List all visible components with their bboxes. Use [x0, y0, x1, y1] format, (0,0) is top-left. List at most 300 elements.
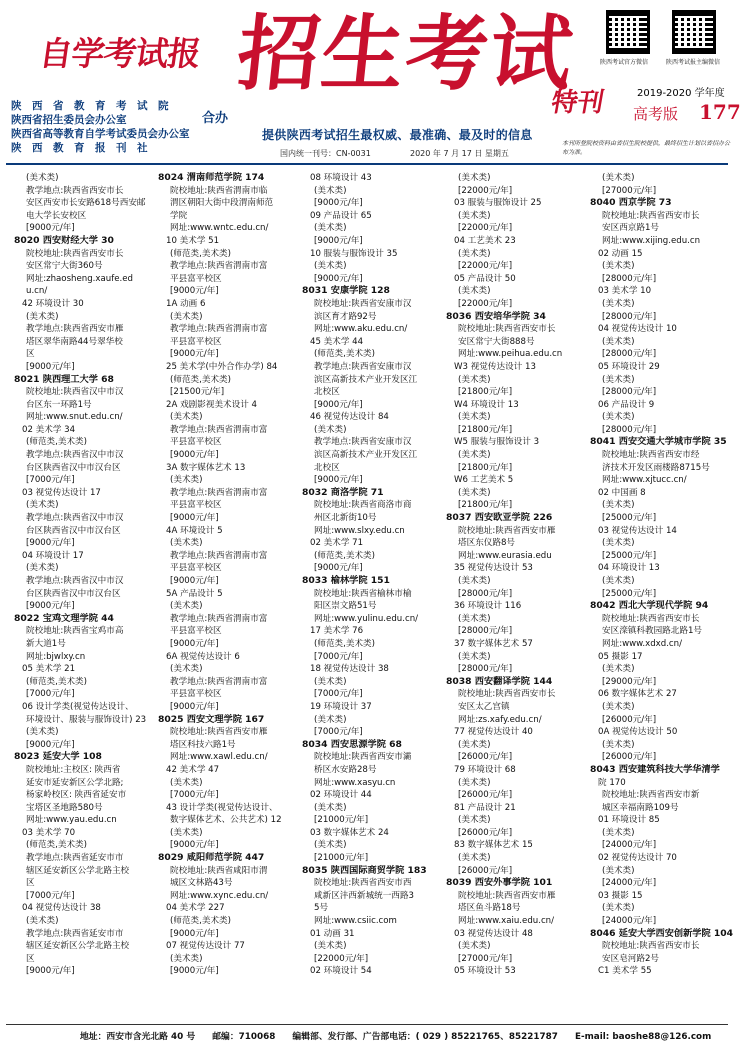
school-heading: 8020 西安财经大学 30: [14, 234, 114, 246]
entry-detail: [7000元/年]: [26, 689, 75, 700]
major-entry: 08 环境设计 43: [310, 173, 372, 183]
school-heading: 8035 陕西国际商贸学院 183: [302, 864, 427, 876]
column-4: [446, 172, 584, 1019]
entry-detail: [9000元/年]: [170, 576, 219, 586]
column-5: [590, 172, 734, 1019]
entry-detail: 台区东一环路1号: [26, 399, 92, 410]
special-issue-label: 特刊: [548, 88, 607, 118]
entry-detail: (美术类): [602, 412, 635, 423]
entry-detail: [27000元/年]: [458, 953, 513, 964]
major-entry: 19 环境设计 37: [310, 701, 372, 712]
entry-detail: 教学地点:陕西省延安市市: [26, 853, 124, 864]
entry-detail: [9000元/年]: [170, 701, 219, 712]
major-entry: 18 视觉传达设计 38: [310, 664, 389, 675]
entry-detail: 辖区延安新区公学北路主校: [26, 941, 130, 952]
entry-detail: 院校地址:陕西省西安市西: [314, 878, 412, 889]
entry-detail: 网址:www.yau.edu.cn: [26, 815, 117, 826]
major-entry: W4 环境设计 13: [454, 399, 519, 410]
qr-code-left-icon: [606, 10, 650, 54]
entry-detail: [25000元/年]: [602, 550, 657, 561]
entry-detail: [22000元/年]: [314, 953, 369, 964]
entry-detail: (师范类,美术类): [170, 248, 231, 259]
major-entry: 04 环境设计 17: [22, 550, 84, 561]
school-heading: 8025 西安文理学院 167: [158, 713, 265, 725]
entry-detail: 教学地点:陕西省汉中市汉: [26, 513, 124, 524]
major-entry: 04 工艺美术 23: [454, 235, 516, 246]
entry-detail: (美术类): [26, 916, 59, 927]
major-entry: 07 视觉传达设计 77: [166, 941, 245, 952]
entry-detail: (美术类): [458, 651, 491, 662]
entry-detail: 院 170: [598, 777, 626, 788]
major-entry: 10 服装与服饰设计 35: [310, 248, 398, 259]
entry-detail: [9000元/年]: [26, 538, 75, 549]
entry-detail: 院校地址:陕西省榆林市榆: [314, 588, 412, 599]
masthead: [0, 0, 741, 170]
major-entry: 03 视觉传达设计 14: [598, 525, 677, 536]
school-heading: 8041 西安交通大学城市学院 35: [590, 436, 727, 448]
logo-small: 自学考试报: [36, 34, 203, 73]
entry-detail: 北校区: [314, 462, 340, 473]
entry-detail: [9000元/年]: [314, 399, 363, 410]
entry-detail: 院校地址:主校区: 陕西省: [26, 764, 121, 775]
entry-detail: (美术类): [458, 576, 491, 586]
entry-detail: (师范类,美术类): [170, 374, 231, 385]
entry-detail: [9000元/年]: [170, 349, 219, 360]
entry-detail: 网址:www.wntc.edu.cn/: [170, 223, 269, 234]
major-entry: 1A 动画 6: [166, 298, 206, 309]
entry-detail: (美术类): [314, 223, 347, 234]
major-entry: 02 视觉传达设计 70: [598, 853, 677, 864]
major-entry: 37 数字媒体艺术 57: [454, 638, 533, 649]
entry-detail: 院校地址:陕西省咸阳市渭: [170, 865, 268, 876]
entry-detail: 安区西安市长安路618号西安邮: [26, 198, 146, 209]
entry-detail: 院校地址:陕西省西安市雁: [170, 727, 268, 738]
entry-detail: [28000元/年]: [602, 387, 657, 398]
school-heading: 8022 宝鸡文理学院 44: [14, 612, 114, 624]
entry-detail: 网址:www.csiic.com: [314, 916, 397, 927]
entry-detail: 院校地址:陕西省西安市灞: [314, 752, 412, 763]
entry-detail: 平县富平校区: [170, 437, 222, 448]
entry-detail: [24000元/年]: [602, 916, 657, 927]
entry-detail: (美术类): [602, 538, 635, 549]
major-entry: 03 视觉传达设计 48: [454, 928, 533, 939]
entry-detail: [7000元/年]: [314, 689, 363, 700]
entry-detail: [9000元/年]: [26, 966, 75, 977]
entry-detail: [22000元/年]: [458, 223, 513, 234]
issue-number: 177: [699, 100, 741, 124]
column-3: [302, 172, 440, 1019]
entry-detail: 5号: [314, 903, 329, 914]
entry-detail: (美术类): [170, 953, 203, 964]
entry-detail: (美术类): [458, 412, 491, 423]
entry-detail: (美术类): [170, 412, 203, 423]
entry-detail: (美术类): [602, 827, 635, 838]
entry-detail: [9000元/年]: [314, 273, 363, 284]
entry-detail: (美术类): [602, 701, 635, 712]
entry-detail: 院校地址:陕西省西安市长: [602, 613, 700, 624]
entry-detail: 区: [26, 953, 35, 964]
school-heading: 8031 安康学院 128: [302, 285, 390, 297]
entry-detail: 区: [26, 349, 35, 360]
entry-detail: 平县富平校区: [170, 626, 222, 637]
entry-detail: 学院: [170, 210, 188, 221]
major-entry: 5A 产品设计 5: [166, 588, 223, 599]
school-year: 2019-2020 学年度: [637, 88, 725, 99]
logo-main-title: 招生考试: [232, 6, 580, 102]
entry-detail: 塔区东仪路8号: [458, 538, 516, 549]
entry-detail: 网址:www.eurasia.edu: [458, 550, 552, 561]
entry-detail: (美术类): [26, 727, 59, 738]
entry-detail: 教学地点:陕西省渭南市富: [170, 424, 268, 435]
entry-detail: 教学地点:陕西省渭南市富: [170, 550, 268, 561]
entry-detail: [9000元/年]: [314, 198, 363, 209]
entry-detail: (美术类): [314, 676, 347, 687]
entry-detail: (美术类): [602, 336, 635, 347]
entry-detail: (美术类): [170, 538, 203, 549]
entry-detail: 教学地点:陕西省渭南市富: [170, 487, 268, 498]
entry-detail: 院校地址:陕西省汉中市汉: [26, 387, 124, 398]
school-heading: 8036 西安培华学院 34: [446, 310, 546, 322]
entry-detail: 教学地点:陕西省汉中市汉: [26, 576, 124, 586]
major-entry: 25 美术学(中外合作办学) 84: [166, 361, 278, 372]
major-entry: 02 动画 15: [598, 248, 643, 259]
school-heading: 8043 西安建筑科技大学华清学: [590, 763, 720, 775]
entry-detail: [25000元/年]: [602, 513, 657, 524]
entry-detail: 院校地址:陕西省西安市新: [602, 790, 700, 801]
major-entry: 17 美术学 76: [310, 626, 364, 637]
entry-detail: 塔区科技六路1号: [170, 739, 236, 750]
entry-detail: 州区北新街10号: [314, 513, 377, 524]
entry-detail: 数字媒体艺术、公共艺术) 12: [170, 815, 282, 826]
entry-detail: 安区常宁大街360号: [26, 261, 103, 272]
entry-detail: (美术类): [458, 374, 491, 385]
entry-detail: [9000元/年]: [170, 840, 219, 851]
entry-detail: (美术类): [458, 487, 491, 498]
entry-detail: 教学地点:陕西省渭南市富: [170, 613, 268, 624]
entry-detail: 网址:www.yulinu.edu.cn/: [314, 613, 419, 624]
major-entry: 04 环境设计 13: [598, 563, 660, 574]
school-heading: 8033 榆林学院 151: [302, 575, 390, 586]
entry-detail: (美术类): [170, 601, 203, 612]
entry-detail: (美术类): [602, 739, 635, 750]
major-entry: 02 中国画 8: [598, 487, 646, 498]
entry-detail: 网址:www.xasyu.cn: [314, 777, 396, 788]
major-entry: 45 美术学 44: [310, 336, 364, 347]
major-entry: 83 数字媒体艺术 15: [454, 840, 533, 851]
entry-detail: 滨区高新技术产业开发区江: [314, 374, 418, 385]
major-entry: 43 设计学类(视觉传达设计、: [166, 802, 278, 813]
major-entry: 05 环境设计 29: [598, 361, 660, 372]
entry-detail: (美术类): [170, 827, 203, 838]
entry-detail: [26000元/年]: [458, 790, 513, 801]
entry-detail: 教学地点:陕西省安康市汉: [314, 361, 412, 372]
entry-detail: (美术类): [458, 286, 491, 297]
entry-detail: [22000元/年]: [458, 185, 513, 196]
sponsor-list: [11, 99, 231, 155]
entry-detail: (美术类): [458, 815, 491, 826]
entry-detail: [9000元/年]: [26, 223, 75, 234]
entry-detail: (美术类): [170, 664, 203, 675]
entry-detail: [9000元/年]: [170, 966, 219, 977]
footer-divider: [6, 1024, 728, 1025]
entry-detail: 院校地址:陕西省宝鸡市高: [26, 626, 124, 637]
entry-detail: (美术类): [314, 261, 347, 272]
entry-detail: 电大学长安校区: [26, 210, 87, 221]
entry-detail: [9000元/年]: [26, 361, 75, 372]
major-entry: 02 环境设计 54: [310, 966, 372, 977]
entry-detail: 教学地点:陕西省渭南市富: [170, 324, 268, 335]
listing-columns: [14, 172, 734, 1019]
entry-detail: [9000元/年]: [170, 928, 219, 939]
major-entry: 0A 视觉传达设计 50: [598, 727, 678, 738]
entry-detail: (美术类): [458, 450, 491, 461]
entry-detail: [28000元/年]: [458, 588, 513, 599]
entry-detail: [21800元/年]: [458, 462, 513, 473]
entry-detail: 滨区育才路92号: [314, 311, 377, 322]
entry-detail: 教学地点:陕西省汉中市汉: [26, 450, 124, 461]
major-entry: 81 产品设计 21: [454, 802, 516, 813]
school-heading: 8024 渭南师范学院 174: [158, 172, 265, 183]
major-entry: 03 视觉传达设计 17: [22, 487, 101, 498]
major-entry: 4A 环境设计 5: [166, 525, 223, 536]
major-entry: 03 数字媒体艺术 24: [310, 827, 389, 838]
entry-detail: [21500元/年]: [170, 387, 225, 398]
entry-detail: 院校地址:陕西省西安市长: [602, 941, 700, 952]
entry-detail: [9000元/年]: [170, 450, 219, 461]
entry-detail: 新大道1号: [26, 638, 66, 649]
major-entry: 36 环境设计 116: [454, 601, 522, 612]
entry-detail: (师范类,美术类): [314, 550, 375, 561]
entry-detail: 网址:www.xync.edu.cn/: [170, 890, 269, 901]
qr-left-caption: 陕西考试官方微信: [600, 59, 649, 66]
entry-detail: [28000元/年]: [602, 349, 657, 360]
publication-number: 国内统一刊号：CN-0031: [280, 149, 371, 158]
entry-detail: [9000元/年]: [170, 638, 219, 649]
major-entry: 01 环境设计 85: [598, 815, 660, 826]
entry-detail: [28000元/年]: [458, 626, 513, 637]
school-heading: 8032 商洛学院 71: [302, 486, 384, 498]
major-entry: 03 美术学 70: [22, 827, 76, 838]
column-1: [14, 172, 152, 1019]
masthead-divider: [6, 163, 728, 165]
major-entry: 35 视觉传达设计 53: [454, 563, 533, 574]
slogan: 提供陕西考试招生最权威、最准确、最及时的信息: [262, 128, 533, 142]
entry-detail: [26000元/年]: [458, 752, 513, 763]
entry-detail: [7000元/年]: [314, 727, 363, 738]
entry-detail: 网址:www.xjtucc.cn/: [602, 475, 687, 486]
sponsor-line: 陕 西 省 教 育 考 试 院: [11, 100, 169, 112]
entry-detail: [29000元/年]: [602, 676, 657, 687]
major-entry: 02 环境设计 44: [310, 790, 372, 801]
entry-detail: (美术类): [602, 903, 635, 914]
school-heading: 8023 延安大学 108: [14, 751, 102, 763]
major-entry: 03 美术学 10: [598, 286, 652, 297]
entry-detail: 台区陕西省汉中市汉台区: [26, 525, 121, 536]
major-entry: 06 产品设计 9: [598, 399, 655, 410]
entry-detail: (师范类,美术类): [26, 840, 87, 851]
entry-detail: [9000元/年]: [26, 739, 75, 750]
major-entry: 77 视觉传达设计 40: [454, 727, 533, 738]
sponsor-line: 陕西省招生委员会办公室: [11, 114, 127, 126]
entry-detail: (美术类): [602, 664, 635, 675]
entry-detail: 杨家岭校区: 陕西省延安市: [26, 790, 127, 801]
entry-detail: [7000元/年]: [26, 890, 75, 901]
school-heading: 8042 西北大学现代学院 94: [590, 600, 709, 612]
major-entry: 05 美术学 21: [22, 664, 76, 675]
major-entry: 03 摄影 15: [598, 890, 643, 901]
entry-detail: [28000元/年]: [602, 311, 657, 322]
major-entry: 01 动画 31: [310, 928, 355, 939]
major-entry: W6 工艺美术 5: [454, 475, 514, 486]
major-entry: 2A 戏剧影视美术设计 4: [166, 399, 258, 410]
entry-detail: (美术类): [458, 853, 491, 864]
entry-detail: (美术类): [458, 210, 491, 221]
entry-detail: [9000元/年]: [314, 475, 363, 486]
entry-detail: [7000元/年]: [26, 475, 75, 486]
entry-detail: 网址:zs.xafy.edu.cn/: [458, 714, 542, 725]
entry-detail: 安区皂河路2号: [602, 953, 660, 964]
entry-detail: [26000元/年]: [458, 827, 513, 838]
sponsor-line: 陕西省高等教育自学考试委员会办公室: [11, 128, 190, 140]
entry-detail: 网址:www.xaiu.edu.cn/: [458, 916, 555, 927]
entry-detail: (师范类,美术类): [314, 349, 375, 360]
entry-detail: [24000元/年]: [602, 878, 657, 889]
entry-detail: [28000元/年]: [602, 424, 657, 435]
entry-detail: 北校区: [314, 387, 340, 398]
entry-detail: 教学地点:陕西省渭南市富: [170, 261, 268, 272]
entry-detail: [9000元/年]: [26, 601, 75, 612]
entry-detail: 网址:www.slxy.edu.cn: [314, 525, 405, 536]
footer-address: 地址：西安市含光北路 40 号: [80, 1032, 196, 1042]
major-entry: 03 服装与服饰设计 25: [454, 198, 542, 209]
entry-detail: (美术类): [458, 777, 491, 788]
entry-detail: 咸新区沣西新城统一西路3: [314, 890, 414, 901]
entry-detail: 安区滦镇科教园路北路1号: [602, 626, 702, 637]
entry-detail: 区: [26, 878, 35, 889]
entry-detail: (美术类): [458, 739, 491, 750]
entry-detail: 院校地址:陕西省西安市长: [26, 248, 124, 259]
entry-detail: (美术类): [602, 374, 635, 385]
school-heading: 8029 咸阳师范学院 447: [158, 852, 265, 864]
footer-postcode: 邮编：710068: [212, 1032, 276, 1042]
entry-detail: [9000元/年]: [314, 235, 363, 246]
entry-detail: (美术类): [314, 941, 347, 952]
footer-email: E-mail: baoshe88@126.com: [574, 1032, 712, 1042]
entry-detail: 城区幸福南路109号: [602, 802, 679, 813]
entry-detail: (美术类): [26, 500, 59, 511]
entry-detail: 安区常宁大街888号: [458, 336, 535, 347]
entry-detail: (美术类): [314, 802, 347, 813]
major-entry: 09 产品设计 65: [310, 210, 372, 221]
entry-detail: 院校地址:陕西省西安市长: [602, 210, 700, 221]
major-entry: 79 环境设计 68: [454, 764, 516, 775]
major-entry: 46 视觉传达设计 84: [310, 412, 389, 423]
entry-detail: 教学地点:陕西省西安市长: [26, 185, 124, 196]
entry-detail: (美术类): [314, 714, 347, 725]
entry-detail: (师范类,美术类): [26, 437, 87, 448]
entry-detail: 阳区崇文路51号: [314, 601, 377, 612]
entry-detail: 宝塔区圣地路580号: [26, 802, 103, 813]
major-entry: 05 产品设计 50: [454, 273, 516, 284]
entry-detail: 环境设计、服装与服饰设计) 23: [26, 714, 147, 725]
entry-detail: [26000元/年]: [458, 865, 513, 876]
major-entry: 06 数字媒体艺术 27: [598, 689, 677, 700]
major-entry: 05 环境设计 53: [454, 966, 516, 977]
entry-detail: 桥区水安路28号: [314, 764, 377, 775]
entry-detail: (师范类,美术类): [26, 676, 87, 687]
entry-detail: (美术类): [314, 185, 347, 196]
entry-detail: (美术类): [602, 173, 635, 183]
entry-detail: [27000元/年]: [602, 185, 657, 196]
entry-detail: 网址:zhaosheng.xaufe.ed: [26, 273, 133, 284]
school-heading: 8038 西安翻译学院 144: [446, 675, 553, 687]
entry-detail: [7000元/年]: [314, 651, 363, 662]
edition-label: 高考版: [633, 105, 679, 123]
entry-detail: [21800元/年]: [458, 500, 513, 511]
school-heading: 8039 西安外事学院 101: [446, 877, 553, 889]
entry-detail: [22000元/年]: [458, 261, 513, 272]
entry-detail: 网址:www.xdxd.cn/: [602, 638, 682, 649]
entry-detail: 教学地点:陕西省安康市汉: [314, 437, 412, 448]
qr-right-caption: 陕西考试报主编微信: [666, 59, 721, 66]
entry-detail: [22000元/年]: [458, 298, 513, 309]
entry-detail: 院校地址:陕西省商洛市商: [314, 500, 412, 511]
publication-date: 2020 年 7 月 17 日 星期五: [410, 149, 509, 158]
entry-detail: 教学地点:陕西省延安市市: [26, 928, 124, 939]
school-heading: 8040 西京学院 73: [590, 197, 672, 209]
entry-detail: [9000元/年]: [170, 286, 219, 297]
entry-detail: [9000元/年]: [170, 513, 219, 524]
major-entry: 06 设计学类(视觉传达设计、: [22, 701, 134, 712]
entry-detail: u.cn/: [26, 286, 48, 297]
major-entry: 6A 视觉传达设计 6: [166, 651, 240, 662]
entry-detail: 网址:bjwlxy.cn: [26, 651, 86, 662]
major-entry: 10 美术学 51: [166, 235, 220, 246]
major-entry: 02 美术学 71: [310, 538, 364, 549]
entry-detail: (美术类): [314, 424, 347, 435]
entry-detail: 院校地址:陕西省安康市汉: [314, 298, 412, 309]
entry-detail: (美术类): [170, 777, 203, 788]
entry-detail: [28000元/年]: [458, 664, 513, 675]
major-entry: 04 视觉传达设计 38: [22, 903, 101, 914]
sponsor-line: 陕 西 教 育 报 刊 社: [11, 142, 148, 154]
entry-detail: (美术类): [26, 311, 59, 322]
school-heading: 8046 延安大学西安创新学院 104: [590, 927, 734, 939]
major-entry: 42 环境设计 30: [22, 298, 84, 309]
entry-detail: [25000元/年]: [602, 588, 657, 599]
entry-detail: 网址:www.peihua.edu.cn: [458, 349, 563, 360]
entry-detail: 滨区高新技术产业开发区江: [314, 450, 418, 461]
entry-detail: (美术类): [602, 576, 635, 586]
entry-detail: 安区西京路1号: [602, 223, 660, 234]
major-entry: 05 摄影 17: [598, 651, 643, 662]
entry-detail: [7000元/年]: [170, 790, 219, 801]
entry-detail: 院校地址:陕西省西安市经: [602, 450, 700, 461]
entry-detail: 院校地址:陕西省西安市长: [458, 689, 556, 700]
entry-detail: 塔区鱼斗路18号: [458, 903, 521, 914]
entry-detail: [26000元/年]: [602, 752, 657, 763]
entry-detail: [21800元/年]: [458, 387, 513, 398]
entry-detail: (美术类): [26, 173, 59, 183]
entry-detail: [24000元/年]: [602, 840, 657, 851]
column-2: [158, 172, 296, 1019]
entry-detail: (美术类): [314, 840, 347, 851]
entry-detail: (美术类): [458, 613, 491, 624]
entry-detail: [21000元/年]: [314, 853, 369, 864]
entry-detail: 安区太乙宫镇: [458, 701, 510, 712]
school-heading: 8037 西安欧亚学院 226: [446, 512, 553, 524]
entry-detail: (美术类): [602, 500, 635, 511]
